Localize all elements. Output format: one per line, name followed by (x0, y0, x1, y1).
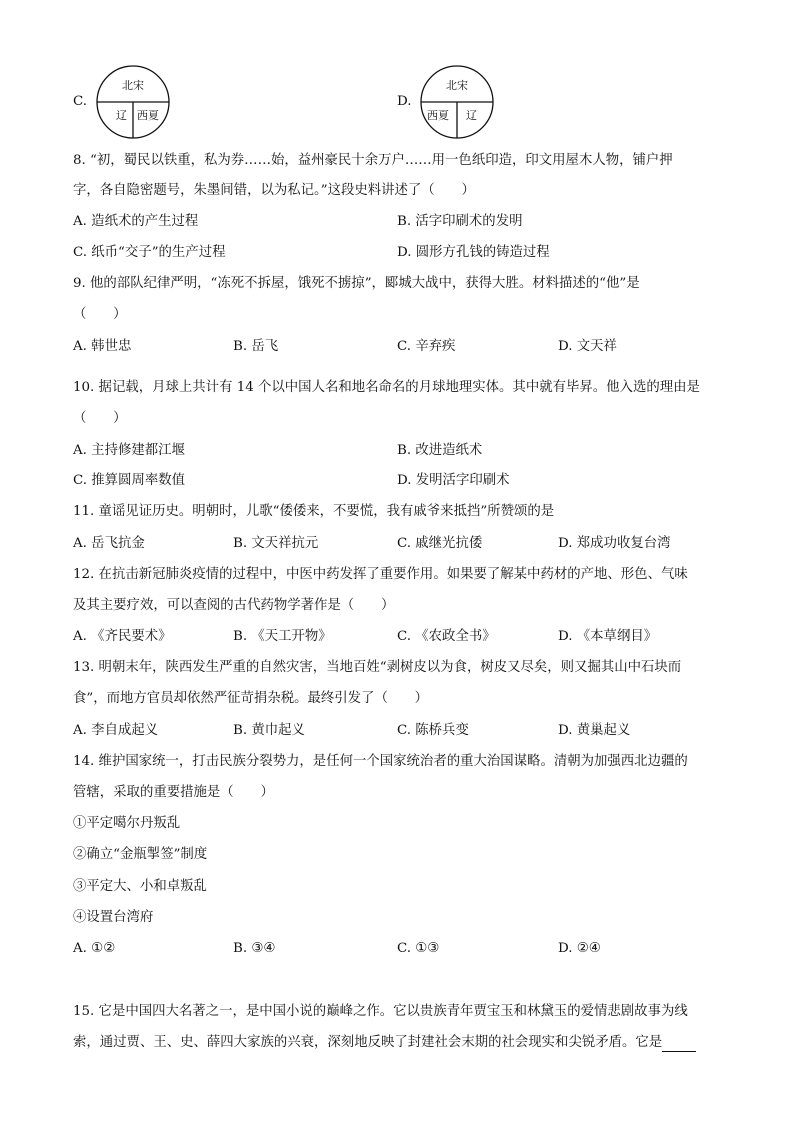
region-label-top: 北宋 (122, 79, 144, 92)
region-label-left: 西夏 (427, 109, 449, 122)
option-letter: C. (73, 94, 88, 109)
option-b[interactable]: B. 改进造纸术 (397, 443, 483, 458)
statement-item: ①平定噶尔丹叛乱 (73, 816, 181, 831)
question-text: 12. 在抗击新冠肺炎疫情的过程中，中医中药发挥了重要作用。如果要了解某中药材的产地、形色、气味 (73, 567, 688, 582)
option-a[interactable]: A. 韩世忠 (73, 339, 132, 354)
statement-item: ②确立“金瓶掣签”制度 (73, 847, 208, 862)
option-b[interactable]: B. 黄巾起义 (233, 723, 305, 738)
question-text: 11. 童谣见证历史。明朝时，儿歌“倭倭来，不要慌，我有戚爷来抵挡”所赞颂的是 (73, 504, 555, 519)
option-d[interactable]: D. 文天祥 (558, 339, 617, 354)
region-label-left: 辽 (116, 109, 127, 122)
question-text: 10. 据记载，月球上共计有 14 个以中国人名和地名命名的月球地理实体。其中就有毕昇。他入选的理由是 (73, 380, 700, 395)
option-d[interactable]: D. 发明活字印刷术 (397, 473, 510, 488)
option-c[interactable]: C. 纸币“交子”的生产过程 (73, 245, 226, 260)
option-c[interactable]: C. 戚继光抗倭 (397, 536, 483, 551)
option-a[interactable]: A. 岳飞抗金 (73, 536, 145, 551)
territory-map-circle (95, 64, 175, 140)
question-text: 管辖，采取的重要措施是（ ） (73, 785, 274, 800)
option-b[interactable]: B. 《天工开物》 (233, 629, 332, 644)
region-label-right: 西夏 (137, 109, 159, 122)
map-option-c[interactable] (73, 64, 183, 140)
question-text: 索，通过贾、王、史、薛四大家族的兴衰，深刻地反映了封建社会末期的社会现实和尖锐矛盾。它是 (73, 1035, 663, 1050)
question-text: 14. 维护国家统一，打击民族分裂势力，是任何一个国家统治者的重大治国谋略。清朝为加强西北边疆的 (73, 754, 688, 769)
question-text: 食”，而地方官员却依然严征苛捐杂税。最终引发了（ ） (73, 691, 428, 706)
option-d[interactable]: D. 《本草纲目》 (558, 629, 658, 644)
option-a[interactable]: A. 《齐民要术》 (73, 629, 172, 644)
statement-item: ③平定大、小和卓叛乱 (73, 879, 207, 894)
question-text: （ ） (73, 307, 127, 322)
option-a[interactable]: A. 主持修建都江堰 (73, 443, 185, 458)
option-a[interactable]: A. 李自成起义 (73, 723, 159, 738)
question-text: （ ） (73, 411, 127, 426)
question-text: 及其主要疗效，可以查阅的古代药物学著作是（ ） (73, 598, 395, 613)
option-c[interactable]: C. 《农政全书》 (397, 629, 496, 644)
question-text: 15. 它是中国四大名著之一，是中国小说的巅峰之作。它以贵族青年贾宝玉和林黛玉的爱情悲剧故事为线 (73, 1004, 688, 1019)
question-text: 9. 他的部队纪律严明，“冻死不拆屋，饿死不掳掠”，郾城大战中，获得大胜。材料描述的“他”是 (73, 276, 640, 291)
option-a[interactable]: A. ①② (73, 941, 116, 956)
question-text-with-blank (73, 1034, 696, 1052)
map-option-d[interactable] (397, 64, 507, 140)
question-text: 字，各自隐密题号，朱墨间错，以为私记。”这段史料讲述了（ ） (73, 183, 475, 198)
option-a[interactable]: A. 造纸术的产生过程 (73, 214, 199, 229)
option-d[interactable]: D. ②④ (558, 941, 601, 956)
option-d[interactable]: D. 圆形方孔钱的铸造过程 (397, 245, 550, 260)
option-b[interactable]: B. 活字印刷术的发明 (397, 214, 523, 229)
option-b[interactable]: B. ③④ (233, 941, 276, 956)
option-c[interactable]: C. 陈桥兵变 (397, 723, 469, 738)
statement-item: ④设置台湾府 (73, 910, 154, 925)
question-text: 13. 明朝末年，陕西发生严重的自然灾害，当地百姓“剥树皮以为食，树皮又尽矣，则又掘其山中石块而 (73, 660, 682, 675)
option-c[interactable]: C. 推算圆周率数值 (73, 473, 186, 488)
option-b[interactable]: B. 文天祥抗元 (233, 536, 319, 551)
option-d[interactable]: D. 黄巢起义 (558, 723, 631, 738)
region-label-top: 北宋 (446, 79, 468, 92)
territory-map-circle (419, 64, 499, 140)
region-label-right: 辽 (466, 109, 477, 122)
option-c[interactable]: C. ①③ (397, 941, 440, 956)
option-b[interactable]: B. 岳飞 (233, 339, 279, 354)
option-d[interactable]: D. 郑成功收复台湾 (558, 536, 671, 551)
option-letter: D. (397, 94, 412, 109)
option-c[interactable]: C. 辛弃疾 (397, 339, 456, 354)
answer-blank[interactable] (662, 1037, 696, 1052)
question-text: 8. “初，蜀民以铁重，私为券……始，益州豪民十余万户……用一色纸印造，印文用屋木人物，铺户押 (73, 153, 673, 168)
